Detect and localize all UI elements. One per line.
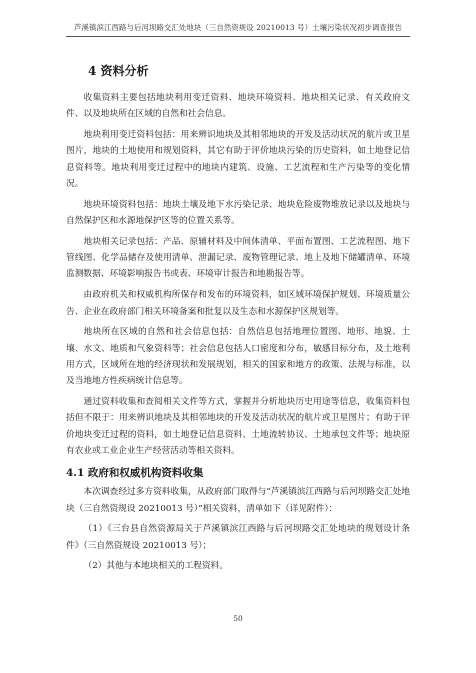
running-header: 芦溪镇滨江西路与后河坝路交汇处地块（三自然资规设 20210013 号）土壤污染状况初步调查报告 (74, 23, 402, 32)
list-item: （1）《三台县自然资源局关于芦溪镇滨江西路与后河坝路交汇处地块的规划设计条件》（三自然资规设 20210013 号）； (66, 524, 410, 551)
paragraph: 由政府机关和权威机构所保存和发布的环境资料，如区域环境保护规划、环境质量公告、企业在政府部门相关环境备案和批复以及生态和水源保护区规划等。 (66, 290, 410, 317)
paragraph: 本次调查经过多方资料收集，从政府部门取得与“芦溪镇滨江西路与后河坝路交汇处地块（三自然资规设 20210013 号）”相关资料，清单如下（详见附件）： (66, 487, 410, 514)
paragraph: 地块相关记录包括：产品、原辅材料及中间体清单、平面布置图、工艺流程图、地下管线图、化学品储存及使用清单、泄漏记录、废物管理记录、地上及地下储罐清单、环境监测数据、环境影响报告书或表、环境审计报告和地勘报告等。 (66, 236, 410, 280)
page-number: 50 (233, 614, 243, 623)
paragraph: 收集资料主要包括地块利用变迁资料、地块环境资料、地块相关记录、有关政府文件、以及地块所在区域的自然和社会信息。 (66, 93, 410, 120)
paragraph: 地块所在区域的自然和社会信息包括：自然信息包括地理位置图、地形、地貌、土壤、水文、地质和气象资料等；社会信息包括人口密度和分布，敏感目标分布，及土地利用方式，区域所在地的经济现状和发展规划，相关的国家和地方的政策、法规与标准，以及当地地方性疾病统计信息等。 (66, 327, 410, 387)
header-divider (66, 36, 410, 37)
page-body (66, 62, 410, 579)
list-item: （2）其他与本地块相关的工程资料。 (83, 561, 229, 572)
subsection-heading: 4.1 政府和权威机构资料收集 (66, 467, 204, 480)
paragraph: 地块利用变迁资料包括：用来辨识地块及其相邻地块的开发及活动状况的航片或卫星图片，地块的土地使用和规划资料，其它有助于评价地块污染的历史资料，如土地登记信息资料等。地块利用变迁过程中的地块内建筑、设施、工艺流程和生产污染等的变化情况。 (66, 130, 410, 189)
paragraph: 通过资料收集和查阅相关文件等方式，掌握并分析地块历史用途等信息，收集资料包括但不限于：用来辨识地块及其相邻地块的开发及活动状况的航片或卫星图片；有助于评价地块变迁过程的资料，如土地登记信息资料、土地流转协议、土地承包文件等；地块原有农业或工业企业生产经营活动等相关资料。 (66, 397, 410, 456)
section-heading: 4 资料分析 (88, 64, 149, 78)
paragraph: 地块环境资料包括：地块土壤及地下水污染记录、地块危险废物堆放记录以及地块与自然保护区和水源地保护区等的位置关系等。 (66, 199, 410, 227)
